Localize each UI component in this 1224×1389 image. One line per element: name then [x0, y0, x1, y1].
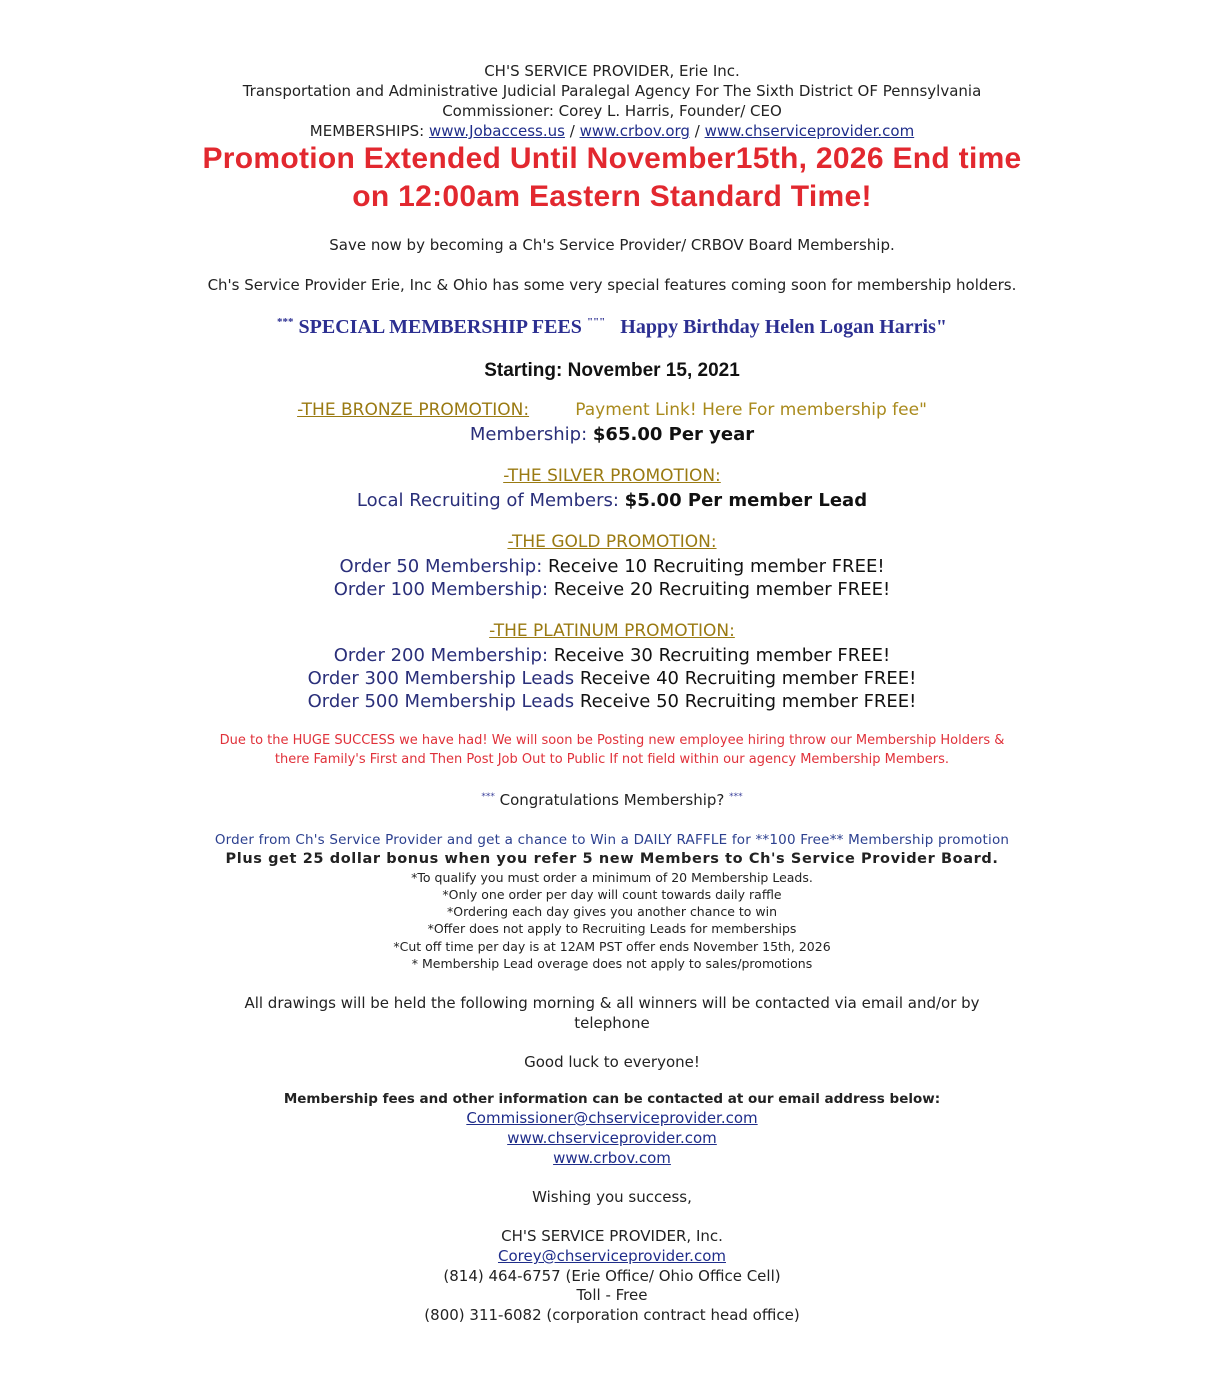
congratulations-line [0, 792, 1224, 809]
gold-title: -THE GOLD PROMOTION: [507, 532, 717, 552]
special-fees-label: SPECIAL MEMBERSHIP FEES [298, 316, 582, 338]
silver-title: -THE SILVER PROMOTION: [503, 466, 721, 486]
asterisk-mark: *** [481, 792, 495, 802]
contact-link-line [0, 1150, 1224, 1167]
drawings-line1: All drawings will be held the following morning & all winners will be contacted via email and/or by [244, 994, 980, 1012]
asterisk-mark: *** [277, 316, 294, 328]
platinum-line-value: Receive 50 Recruiting member FREE! [579, 691, 917, 712]
gold-line-label: Order 100 Membership: [333, 579, 549, 600]
platinum-line-label: Order 500 Membership Leads [307, 691, 575, 712]
good-luck-text: Good luck to everyone! [524, 1053, 700, 1071]
platinum-order-line [0, 692, 1224, 713]
signature-office-phone: (800) 311-6082 (corporation contract head office) [424, 1306, 800, 1324]
contact-link-line [0, 1110, 1224, 1127]
platinum-line-value: Receive 40 Recruiting member FREE! [579, 668, 917, 689]
raffle-rule: *Offer does not apply to Recruiting Leads for memberships [427, 921, 797, 936]
promotion-headline-line1: Promotion Extended Until November15th, 2026 End time [202, 142, 1022, 175]
jobaccess-link[interactable]: www.Jobaccess.us [428, 122, 565, 140]
closing-text: Wishing you success, [532, 1188, 692, 1206]
link-separator: / [569, 122, 575, 140]
corey-email-link[interactable]: Corey@chserviceprovider.com [497, 1247, 726, 1265]
signature-phone: (814) 464-6757 (Erie Office/ Ohio Office Cell) [443, 1267, 781, 1285]
bonus-line: Plus get 25 dollar bonus when you refer 5 new Members to Ch's Service Provider Board. [225, 851, 999, 867]
success-notice-line2: there Family's First and Then Post Job Out to Public If not field within our agency Membership Members. [274, 752, 950, 767]
crbov-org-link[interactable]: www.crbov.org [579, 122, 690, 140]
raffle-rule: *To qualify you must order a minimum of 20 Membership Leads. [411, 870, 813, 885]
success-notice-line1: Due to the HUGE SUCCESS we have had! We will soon be Posting new employee hiring throw our Membership Holders & [219, 733, 1005, 748]
birthday-text: Happy Birthday Helen Logan Harris" [620, 316, 947, 338]
gold-line-value: Receive 20 Recruiting member FREE! [553, 579, 891, 600]
bronze-line-label: Membership: [469, 424, 588, 445]
silver-line-label: Local Recruiting of Members: [356, 490, 619, 511]
platinum-line-label: Order 300 Membership Leads [307, 668, 575, 689]
platinum-title: -THE PLATINUM PROMOTION: [489, 621, 735, 641]
congratulations-text: Congratulations Membership? [499, 791, 725, 809]
commissioner-email-link[interactable]: Commissioner@chserviceprovider.com [466, 1109, 758, 1127]
raffle-line: Order from Ch's Service Provider and get a chance to Win a DAILY RAFFLE for **100 Free** Membership promotion [214, 832, 1010, 848]
platinum-line-label: Order 200 Membership: [333, 645, 549, 666]
raffle-rule: *Cut off time per day is at 12AM PST offer ends November 15th, 2026 [393, 939, 831, 954]
special-membership-fees [0, 316, 1224, 339]
chserviceprovider-link[interactable]: www.chserviceprovider.com [507, 1129, 717, 1147]
gold-order-line [0, 580, 1224, 601]
bronze-line-value: $65.00 Per year [592, 424, 755, 445]
features-text: Ch's Service Provider Erie, Inc & Ohio has some very special features coming soon for membership holders. [207, 276, 1017, 294]
platinum-order-line [0, 669, 1224, 690]
quote-mark: """ [586, 316, 606, 328]
gold-line-label: Order 50 Membership: [339, 556, 543, 577]
gold-header-line [0, 533, 1224, 553]
raffle-rule: * Membership Lead overage does not apply to sales/promotions [411, 956, 813, 971]
raffle-rule: *Ordering each day gives you another chance to win [447, 904, 777, 919]
save-now-text: Save now by becoming a Ch's Service Provider/ CRBOV Board Membership. [329, 236, 895, 254]
asterisk-mark: *** [729, 792, 743, 802]
raffle-rule: *Only one order per day will count towards daily raffle [442, 887, 782, 902]
signature-company: CH'S SERVICE PROVIDER, Inc. [501, 1227, 723, 1245]
contact-label: Membership fees and other information can be contacted at our email address below: [283, 1091, 941, 1107]
platinum-order-line [0, 646, 1224, 667]
payment-link[interactable]: Payment Link! Here For membership fee" [575, 400, 927, 420]
platinum-line-value: Receive 30 Recruiting member FREE! [553, 645, 891, 666]
company-name: CH'S SERVICE PROVIDER, Erie Inc. [484, 62, 740, 80]
commissioner-line: Commissioner: Corey L. Harris, Founder/ CEO [442, 102, 782, 120]
agency-description: Transportation and Administrative Judicial Paralegal Agency For The Sixth District OF Pennsylvania [242, 82, 982, 100]
bronze-membership-line [0, 425, 1224, 446]
silver-line-value: $5.00 Per member Lead [624, 490, 868, 511]
memberships-label: MEMBERSHIPS: [309, 122, 425, 140]
gold-line-value: Receive 10 Recruiting member FREE! [548, 556, 885, 577]
starting-date: Starting: November 15, 2021 [484, 360, 740, 381]
chserviceprovider-link[interactable]: www.chserviceprovider.com [704, 122, 915, 140]
promotion-headline-line2: on 12:00am Eastern Standard Time! [352, 180, 872, 213]
memberships-line [0, 123, 1224, 140]
bronze-header-line [0, 401, 1224, 421]
silver-recruiting-line [0, 491, 1224, 512]
signature-toll-free: Toll - Free [576, 1286, 648, 1304]
link-separator: / [694, 122, 700, 140]
contact-link-line [0, 1130, 1224, 1147]
crbov-com-link[interactable]: www.crbov.com [553, 1149, 671, 1167]
bronze-title: -THE BRONZE PROMOTION: [297, 400, 530, 420]
silver-header-line [0, 467, 1224, 487]
drawings-line2: telephone [574, 1014, 650, 1032]
signature-email-line [0, 1248, 1224, 1265]
platinum-header-line [0, 622, 1224, 642]
gold-order-line [0, 557, 1224, 578]
